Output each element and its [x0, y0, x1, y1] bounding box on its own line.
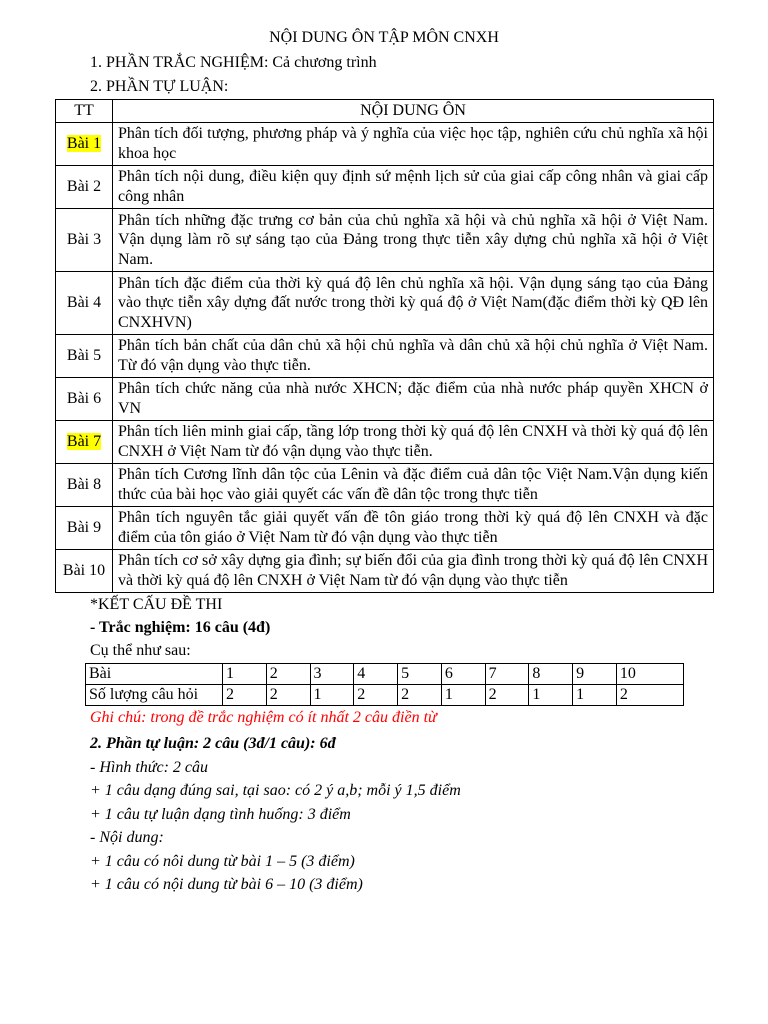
lesson-cell: 7 — [485, 664, 529, 685]
row-tt — [56, 507, 113, 550]
header-content: NỘI DUNG ÔN — [113, 100, 714, 123]
row-content: Phân tích Cương lĩnh dân tộc của Lênin và đặc điểm cuả dân tộc Việt Nam.Vận dụng kiến thức của bài học vào giải quyết các vấn đề dân tộc trong thực tiễn — [113, 464, 714, 507]
header-tt: TT — [56, 100, 113, 123]
count-cell: 2 — [223, 685, 267, 706]
detail-label: Cụ thể như sau: — [90, 642, 191, 659]
table-row — [56, 464, 714, 507]
row-tt-label: Bài 1 — [66, 135, 102, 153]
list-item: + 1 câu có nôi dung từ bài 1 – 5 (3 điểm) — [90, 853, 355, 870]
part2-heading: 2. PHẦN TỰ LUẬN: — [90, 78, 229, 95]
lesson-cell: 5 — [398, 664, 442, 685]
lesson-cell: 4 — [354, 664, 398, 685]
count-cell: 1 — [573, 685, 617, 706]
table-row — [56, 421, 714, 464]
row-tt-label: Bài 2 — [66, 178, 102, 196]
row-content: Phân tích liên minh giai cấp, tầng lớp trong thời kỳ quá độ lên CNXH và thời kỳ quá độ lên CNXH ở Việt Nam từ đó vận dụng vào thực tiễn. — [113, 421, 714, 464]
lesson-cell: 8 — [529, 664, 573, 685]
document-title: NỘI DUNG ÔN TẬP MÔN CNXH — [269, 29, 499, 46]
list-item: - Nội dung: — [90, 829, 164, 846]
count-row — [86, 685, 684, 706]
essay-heading: 2. Phần tự luận: 2 câu (3đ/1 câu): 6đ — [90, 735, 336, 752]
table-row — [56, 378, 714, 421]
row-content: Phân tích đặc điểm của thời kỳ quá độ lên chủ nghĩa xã hội. Vận dụng sáng tạo của Đảng vào thực tiễn xây dựng đất nước trong thời kỳ quá độ ở Việt Nam(đặc điểm thời kỳ QĐ lên CNXHVN) — [113, 272, 714, 335]
count-cell: 2 — [354, 685, 398, 706]
row-tt-label: Bài 4 — [66, 294, 102, 312]
table-row — [56, 209, 714, 272]
row-tt — [56, 464, 113, 507]
row-content: Phân tích đối tượng, phương pháp và ý nghĩa của việc học tập, nghiên cứu chủ nghĩa xã hội khoa học — [113, 123, 714, 166]
row-tt — [56, 209, 113, 272]
row-content: Phân tích nguyên tắc giải quyết vấn đề tôn giáo trong thời kỳ quá độ lên CNXH và đặc điểm của tôn giáo ở Việt Nam từ đó vận dụng vào thực tiễn — [113, 507, 714, 550]
note-text: Ghi chú: trong đề trắc nghiệm có ít nhất 2 câu điền từ — [90, 709, 437, 726]
row-tt — [56, 421, 113, 464]
row-tt — [56, 335, 113, 378]
lesson-cell: 3 — [310, 664, 354, 685]
count-cell: 2 — [485, 685, 529, 706]
list-item: + 1 câu có nội dung từ bài 6 – 10 (3 điểm) — [90, 876, 363, 893]
count-cell: 2 — [266, 685, 310, 706]
exam-structure-heading: *KẾT CẤU ĐỀ THI — [90, 596, 223, 613]
table-header-row — [56, 100, 714, 123]
content-table — [55, 99, 714, 593]
row-tt — [56, 166, 113, 209]
row-tt — [56, 550, 113, 593]
row-tt-label: Bài 9 — [66, 519, 102, 537]
table-row — [56, 166, 714, 209]
part1-heading: 1. PHẦN TRẮC NGHIỆM: Cả chương trình — [90, 54, 377, 71]
row-tt-label: Bài 8 — [66, 476, 102, 494]
row-tt-label: Bài 10 — [62, 562, 106, 580]
lesson-cell: 10 — [616, 664, 683, 685]
row-tt-label: Bài 7 — [66, 433, 102, 451]
list-item: - Hình thức: 2 câu — [90, 759, 209, 776]
row-tt-label: Bài 5 — [66, 347, 102, 365]
row-tt — [56, 272, 113, 335]
row-tt — [56, 123, 113, 166]
row-content: Phân tích chức năng của nhà nước XHCN; đặc điểm của nhà nước pháp quyền XHCN ở VN — [113, 378, 714, 421]
mcq-heading: - Trắc nghiệm: 16 câu (4đ) — [90, 619, 271, 636]
lesson-cell: 2 — [266, 664, 310, 685]
lesson-cell: 6 — [441, 664, 485, 685]
row-tt-label: Bài 3 — [66, 231, 102, 249]
count-cell: 2 — [398, 685, 442, 706]
row-tt-label: Bài 6 — [66, 390, 102, 408]
list-item: + 1 câu tự luận dạng tình huống: 3 điểm — [90, 806, 351, 823]
row-content: Phân tích bản chất của dân chủ xã hội chủ nghĩa và dân chủ xã hội chủ nghĩa ở Việt Nam. Từ đó vận dụng vào thực tiễn. — [113, 335, 714, 378]
question-count-table — [85, 663, 684, 706]
table-row — [56, 507, 714, 550]
count-cell: 1 — [529, 685, 573, 706]
table-row — [56, 123, 714, 166]
table-row — [56, 550, 714, 593]
lesson-row-label: Bài — [86, 664, 223, 685]
table-row — [56, 272, 714, 335]
row-content: Phân tích nội dung, điều kiện quy định sứ mệnh lịch sử của giai cấp công nhân và giai cấp công nhân — [113, 166, 714, 209]
row-content: Phân tích cơ sở xây dựng gia đình; sự biến đổi của gia đình trong thời kỳ quá độ lên CNXH và thời kỳ quá độ lên CNXH ở Việt Nam từ đó vận dụng vào thực tiễn — [113, 550, 714, 593]
count-cell: 2 — [616, 685, 683, 706]
lesson-row — [86, 664, 684, 685]
table-row — [56, 335, 714, 378]
lesson-cell: 9 — [573, 664, 617, 685]
count-row-label: Số lượng câu hỏi — [86, 685, 223, 706]
count-cell: 1 — [310, 685, 354, 706]
row-content: Phân tích những đặc trưng cơ bản của chủ nghĩa xã hội và chủ nghĩa xã hội ở Việt Nam. Vận dụng làm rõ sự sáng tạo của Đảng trong thực tiễn xây dựng chủ nghĩa xã hội ở Việt Nam. — [113, 209, 714, 272]
row-tt — [56, 378, 113, 421]
count-cell: 1 — [441, 685, 485, 706]
lesson-cell: 1 — [223, 664, 267, 685]
list-item: + 1 câu dạng đúng sai, tại sao: có 2 ý a,b; mỗi ý 1,5 điểm — [90, 782, 461, 799]
